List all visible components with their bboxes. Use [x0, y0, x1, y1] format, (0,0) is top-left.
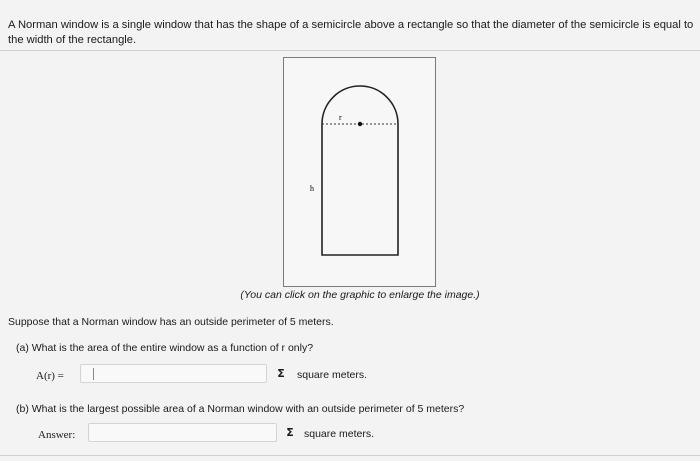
- figure-caption: (You can click on the graphic to enlarge the image.): [240, 289, 480, 301]
- question-a: (a) What is the area of the entire window as a function of r only?: [16, 342, 314, 354]
- problem-statement: Suppose that a Norman window has an outside perimeter of 5 meters.: [8, 316, 334, 328]
- area-function-input[interactable]: [80, 364, 267, 383]
- question-b: (b) What is the largest possible area of a Norman window with an outside perimeter of 5 meters?: [16, 403, 465, 415]
- divider: [0, 50, 700, 51]
- area-function-label: A(r) =: [36, 370, 64, 382]
- center-dot: [358, 122, 362, 126]
- intro-text: A Norman window is a single window that has the shape of a semicircle above a rectangle so that the diameter of the semicircle is equal to the width of the rectangle.: [8, 19, 694, 46]
- sigma-icon[interactable]: Σ: [277, 367, 285, 380]
- height-label: h: [310, 184, 314, 193]
- sigma-icon[interactable]: Σ: [286, 426, 294, 439]
- bottom-divider: [0, 455, 700, 456]
- answer-label: Answer:: [38, 429, 76, 441]
- max-area-input[interactable]: [88, 423, 277, 442]
- norman-window-figure[interactable]: [283, 57, 436, 287]
- window-outline: [322, 86, 398, 255]
- norman-window-diagram: [284, 58, 435, 286]
- units-label-b: square meters.: [304, 428, 375, 440]
- units-label-a: square meters.: [297, 369, 368, 381]
- radius-label: r: [339, 113, 342, 122]
- text-caret: [93, 368, 94, 380]
